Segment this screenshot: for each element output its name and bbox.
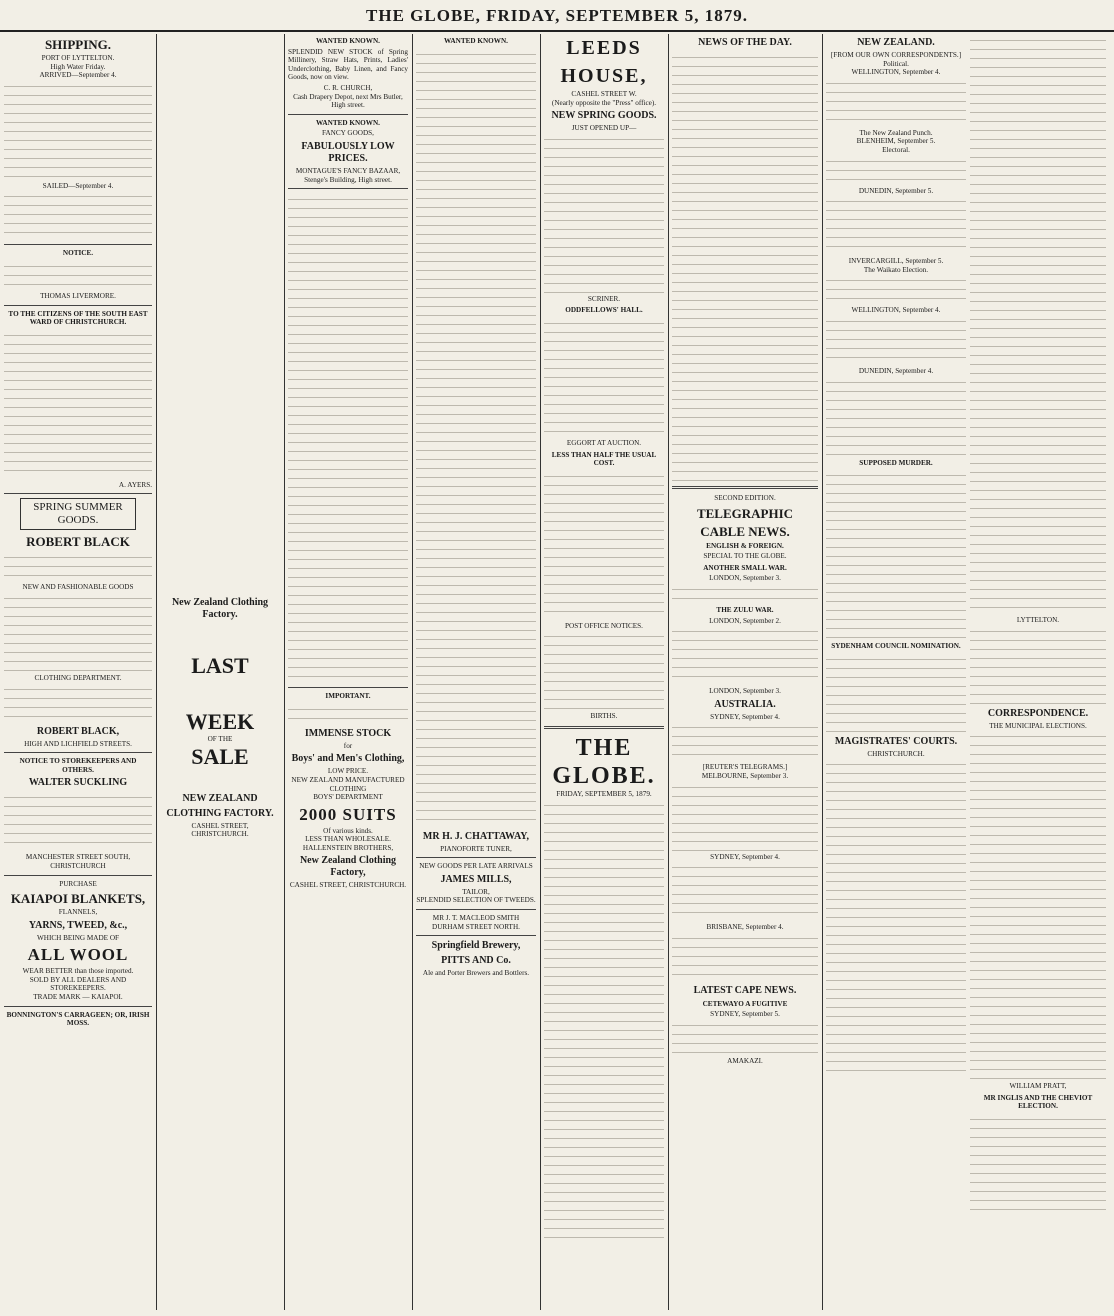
storekeepers-heading: NOTICE TO STOREKEEPERS AND OTHERS.	[19, 757, 137, 774]
amakazi: AMAKAZI.	[727, 1056, 763, 1065]
second-edition: SECOND EDITION.	[714, 494, 776, 502]
melbourne: MELBOURNE, September 3.	[701, 771, 789, 780]
of-various: Of various kinds.	[323, 826, 373, 835]
new-zealand-word: NEW ZEALAND	[182, 792, 258, 804]
electors-heading: TO THE CITIZENS OF THE SOUTH EAST WARD OF CHRISTCHURCH.	[8, 309, 148, 327]
fabulously-low: FABULOUSLY LOW PRICES.	[301, 140, 395, 164]
news-text-block	[672, 51, 818, 481]
london-1-block	[672, 583, 818, 603]
clothing-dept-block	[4, 683, 152, 723]
masthead	[0, 0, 1114, 32]
column-news	[672, 34, 818, 1310]
dunedin-2: DUNEDIN, September 4.	[858, 366, 934, 375]
macleod-smith: MR J. T. MACLEOD SMITH	[432, 913, 520, 922]
cable-news-heading: CABLE NEWS.	[700, 523, 790, 539]
cape-news-heading: LATEST CAPE NEWS.	[693, 984, 797, 996]
cheviot-block	[970, 1113, 1106, 1213]
new-goods-arrivals: NEW GOODS PER LATE ARRIVALS	[419, 862, 533, 871]
auction-heading: EGGORT AT AUCTION.	[566, 438, 642, 447]
wellington-2: WELLINGTON, September 4.	[851, 306, 941, 315]
william-pratt: WILLIAM PRATT,	[1009, 1082, 1067, 1091]
dunedin-1: DUNEDIN, September 5.	[858, 186, 934, 195]
robert-black-heading: ROBERT BLACK	[26, 534, 130, 550]
english-foreign: ENGLISH & FOREIGN.	[706, 541, 784, 550]
flannels-text: FLANNELS,	[58, 908, 98, 917]
small-war-heading: ANOTHER SMALL WAR.	[703, 563, 787, 572]
immense-stock: IMMENSE STOCK	[304, 727, 392, 739]
dunedin-2-block	[826, 376, 966, 456]
lyttelton-block	[970, 625, 1106, 705]
durham-street: DURHAM STREET NORTH.	[432, 922, 520, 931]
column-new-zealand	[826, 34, 1110, 1310]
goods-list-block	[4, 592, 152, 672]
tailor: TAILOR,	[462, 887, 490, 896]
springfield-brewery: Springfield Brewery,	[431, 940, 521, 952]
court-block	[826, 758, 966, 1078]
just-opened: JUST OPENED UP—	[571, 124, 637, 133]
column-rule	[284, 34, 285, 1310]
chattaway-heading: MR H. J. CHATTAWAY,	[422, 830, 530, 842]
cr-address: Cash Drapery Depot, next Mrs Butler, High street.	[293, 92, 403, 110]
high-water: High Water Friday.	[50, 62, 106, 71]
for-word: for	[343, 741, 353, 750]
letter-block	[970, 730, 1106, 1080]
important-text-block	[288, 703, 408, 725]
oddfellows-heading: ODDFELLOWS' HALL.	[565, 306, 643, 315]
notice-text-block	[4, 260, 152, 290]
column-trades	[416, 34, 536, 1310]
scriner: SCRINER.	[587, 294, 621, 303]
column-leeds-house	[544, 34, 664, 1310]
sailed-heading: SAILED—September 4.	[42, 181, 114, 190]
suits-count: 2000 SUITS	[299, 804, 397, 824]
brisbane-block	[672, 932, 818, 982]
shipping-heading: SHIPPING.	[44, 37, 112, 52]
correspondence-heading: CORRESPONDENCE.	[987, 707, 1089, 719]
less-than-half: LESS THAN HALF THE USUAL COST.	[551, 450, 657, 468]
news-of-day-heading: NEWS OF THE DAY.	[698, 37, 792, 48]
sydney-2-block	[672, 861, 818, 921]
dunedin-1-block	[826, 195, 966, 255]
which-text: WHICH BEING MADE OF	[36, 933, 120, 942]
murder-block	[826, 469, 966, 639]
waikato-block	[826, 274, 966, 304]
tweeds-selection: SPLENDID SELECTION OF TWEEDS.	[416, 896, 536, 905]
blenheim-block	[826, 155, 966, 185]
column-rule	[822, 34, 823, 1310]
blenheim: BLENHEIM, September 5.	[856, 137, 936, 146]
column-adverts	[288, 34, 408, 1310]
reuters: [REUTER'S TELEGRAMS.]	[702, 763, 788, 772]
sydney-3: SYDNEY, September 5.	[710, 1010, 780, 1019]
electoral: Electoral.	[882, 145, 910, 154]
pitts-and-co: PITTS AND Co.	[441, 955, 511, 967]
globe-date: FRIDAY, SEPTEMBER 5, 1879.	[556, 789, 652, 798]
invercargill: INVERCARGILL, September 5.	[848, 257, 944, 266]
london-3: LONDON, September 3.	[709, 687, 781, 696]
electors-text-block	[4, 329, 152, 479]
nz-manufactured: NEW ZEALAND MANUFACTURED CLOTHING	[291, 775, 405, 793]
last-word: LAST	[191, 653, 249, 678]
auction-text-block	[544, 470, 664, 620]
suckling-block	[4, 791, 152, 851]
wellington-1: WELLINGTON, September 4.	[851, 68, 941, 77]
post-office-notices: POST OFFICE NOTICES.	[565, 621, 643, 630]
own-correspondents: [FROM OUR OWN CORRESPONDENTS.]	[830, 51, 962, 59]
london-1: LONDON, September 3.	[709, 574, 781, 583]
wear-text: WEAR BETTER than those imported.	[22, 967, 134, 976]
leeds-address: CASHEL STREET W.	[571, 90, 637, 98]
low-price: LOW PRICE.	[327, 767, 369, 776]
james-mills: JAMES MILLS,	[440, 873, 512, 885]
clothing-factory-word: CLOTHING FACTORY.	[166, 807, 274, 819]
cetewayo-heading: CETEWAYO A FUGITIVE	[702, 999, 788, 1008]
waikato-election: The Waikato Election.	[863, 265, 929, 274]
leeds-opposite: (Nearly opposite the "Press" office).	[551, 98, 657, 107]
bonnington-heading: BONNINGTON'S CARRAGEEN; OR, IRISH MOSS.	[6, 1010, 150, 1028]
sydenham-block	[826, 653, 966, 733]
column-rule	[540, 34, 541, 1310]
manchester-address: MANCHESTER STREET SOUTH, CHRISTCHURCH	[25, 853, 131, 870]
oddfellows-text-block	[544, 317, 664, 437]
week-word: WEEK	[185, 709, 255, 734]
nz-factory: New Zealand Clothing Factory,	[299, 855, 397, 879]
boys-dept: BOYS' DEPARTMENT	[313, 793, 383, 802]
piano-tuner: PIANOFORTE TUNER,	[440, 844, 512, 853]
the-globe-heading: THE GLOBE.	[552, 734, 656, 789]
kaiapoi-heading: KAIAPOI BLANKETS,	[10, 891, 146, 907]
purchase-text: PURCHASE	[59, 879, 97, 888]
hallenstein: HALLENSTEIN BROTHERS,	[302, 843, 394, 852]
sold-text: SOLD BY ALL DEALERS AND STOREKEEPERS.	[29, 975, 127, 993]
boys-mens-clothing: Boys' and Men's Clothing,	[291, 753, 405, 765]
wanted-known-heading: WANTED KNOWN.	[444, 37, 508, 45]
christchurch-court: CHRISTCHURCH.	[867, 749, 925, 758]
editorial-text-block	[544, 799, 664, 1239]
melbourne-block	[672, 781, 818, 851]
trade-mark: TRADE MARK — KAIAPOI.	[33, 993, 123, 1002]
new-goods-heading: NEW AND FASHIONABLE GOODS	[22, 583, 134, 592]
rb-footer: ROBERT BLACK,	[36, 725, 120, 737]
important-heading: IMPORTANT.	[325, 692, 371, 701]
telegraphic-heading: TELEGRAPHIC	[696, 505, 794, 521]
rb-text-block	[4, 551, 152, 581]
births-heading: BIRTHS.	[590, 712, 618, 721]
leeds-text-block	[544, 133, 664, 293]
magistrates-courts: MAGISTRATES' COURTS.	[834, 735, 958, 747]
london-2-block	[672, 625, 818, 685]
wellington-2-block	[826, 315, 966, 365]
wanted-known-2: WANTED KNOWN.	[316, 118, 380, 127]
inglis-cheviot: MR INGLIS AND THE CHEVIOT ELECTION.	[983, 1093, 1093, 1111]
montague-address: Stenge's Building, High street.	[304, 175, 392, 184]
column-clothing-factory	[160, 34, 280, 1310]
column-shipping	[4, 34, 152, 1310]
masthead-title: THE GLOBE, FRIDAY, SEPTEMBER 5, 1879.	[366, 6, 748, 25]
wanted-text-block	[416, 48, 536, 828]
australia-heading: AUSTRALIA.	[714, 698, 776, 710]
nz-clothing-heading: New Zealand Clothing Factory.	[171, 597, 269, 620]
supposed-murder: SUPPOSED MURDER.	[859, 458, 933, 467]
shipping-text-block	[4, 80, 152, 180]
clothing-dept-heading: CLOTHING DEPARTMENT.	[34, 673, 122, 682]
sydney-2: SYDNEY, September 4.	[710, 852, 780, 861]
wanted-classifieds-block	[288, 193, 408, 683]
post-office-block	[544, 630, 664, 710]
berlin-ad: SPLENDID NEW STOCK of Spring Millinery, Straw Hats, Prints, Ladies' Underclothing, Baby Linen, and Fancy Goods, now on view.	[288, 47, 408, 82]
municipal-elections: THE MUNICIPAL ELECTIONS.	[989, 721, 1087, 730]
wanted-known-1: WANTED KNOWN.	[316, 37, 380, 45]
less-than-wholesale: LESS THAN WHOLESALE.	[305, 835, 391, 844]
ale-porter: Ale and Porter Brewers and Bottlers.	[422, 969, 530, 978]
zulu-war-heading: THE ZULU WAR.	[716, 605, 774, 614]
street-line: CASHEL STREET,	[191, 821, 249, 830]
right-text-block	[970, 34, 1106, 614]
nz-punch: The New Zealand Punch.	[859, 128, 933, 137]
sydenham-nomination: SYDENHAM COUNCIL NOMINATION.	[831, 642, 961, 651]
sydney-1: SYDNEY, September 4.	[710, 712, 780, 721]
of-the-word: OF THE	[207, 735, 233, 743]
city-line: CHRISTCHURCH.	[191, 830, 249, 839]
cashel-address: CASHEL STREET, CHRISTCHURCH.	[289, 881, 407, 890]
port-heading: PORT OF LYTTELTON.	[41, 54, 115, 62]
suckling-heading: WALTER SUCKLING	[28, 777, 128, 789]
montague: MONTAGUE'S FANCY BAZAAR,	[295, 166, 401, 175]
brisbane: BRISBANE, September 4.	[706, 923, 784, 932]
electors-signature: A. AYERS.	[118, 480, 152, 489]
london-2: LONDON, September 2.	[709, 616, 781, 625]
political-heading: Political.	[883, 59, 909, 68]
cr-church: C. R. CHURCH,	[323, 83, 373, 92]
sydney-1-block	[672, 721, 818, 761]
new-spring-goods: NEW SPRING GOODS.	[551, 110, 657, 122]
sydney-3-block	[672, 1019, 818, 1055]
wellington-block	[826, 77, 966, 127]
rb-address: HIGH AND LICHFIELD STREETS.	[24, 739, 132, 748]
leeds-house-heading: LEEDS HOUSE,	[560, 37, 648, 87]
special-to-globe: SPECIAL TO THE GLOBE.	[703, 552, 787, 561]
sailed-text-block	[4, 190, 152, 240]
lyttelton-court: LYTTELTON.	[1016, 616, 1060, 624]
notice-signature: THOMAS LIVERMORE.	[40, 291, 116, 300]
column-rule	[156, 34, 157, 1310]
column-rule	[412, 34, 413, 1310]
arrived-heading: ARRIVED—September 4.	[39, 71, 117, 80]
all-wool-heading: ALL WOOL	[27, 945, 129, 965]
spring-summer-box: SPRING SUMMER GOODS.	[20, 498, 136, 530]
sale-word: SALE	[191, 743, 249, 769]
column-rule	[668, 34, 669, 1310]
fancy-goods: FANCY GOODS,	[322, 129, 374, 138]
nz-heading: NEW ZEALAND.	[857, 37, 935, 48]
yarns-text: YARNS, TWEED, &c.,	[28, 919, 128, 931]
notice-heading: NOTICE.	[62, 249, 94, 258]
